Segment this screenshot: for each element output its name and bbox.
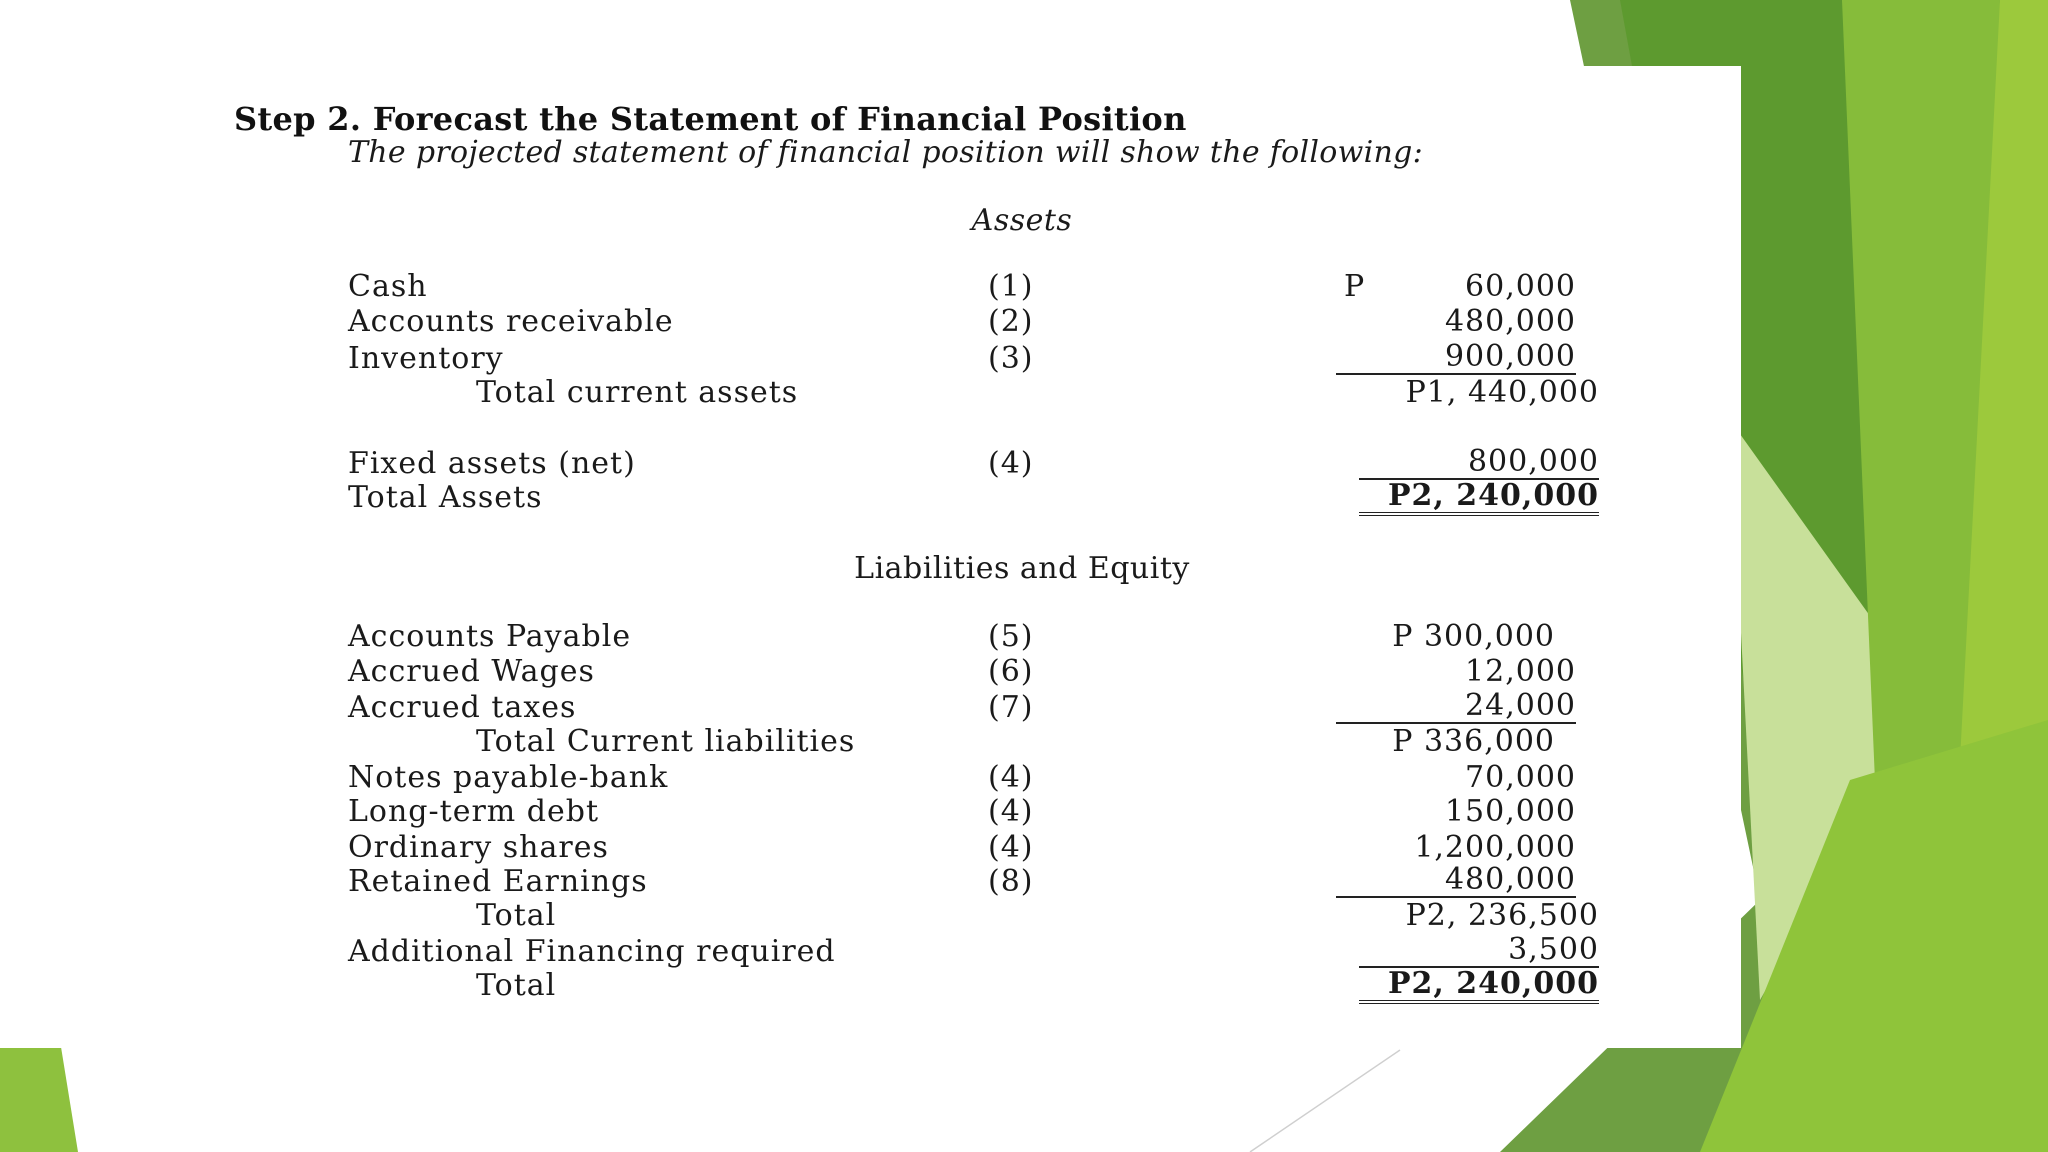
row-ref: (4) bbox=[988, 446, 1034, 481]
document-subtitle: The projected statement of financial position will show the following: bbox=[348, 135, 1424, 170]
asset-row bbox=[0, 341, 1741, 377]
row-amount: 3,500 bbox=[1359, 934, 1599, 968]
row-amount bbox=[1336, 269, 1576, 304]
row-label: Notes payable-bank bbox=[348, 760, 669, 795]
liability-row bbox=[0, 690, 1741, 726]
row-label: Accrued Wages bbox=[348, 654, 595, 689]
assets-heading: Assets bbox=[971, 203, 1073, 238]
row-label: Long-term debt bbox=[348, 794, 599, 829]
row-label: Total Assets bbox=[348, 480, 543, 515]
row-amount: P2, 240,000 bbox=[1359, 480, 1599, 516]
row-label: Total Current liabilities bbox=[476, 724, 856, 759]
thin-line bbox=[1250, 1050, 1400, 1152]
row-amount: P2, 240,000 bbox=[1359, 968, 1599, 1004]
row-amount: 24,000 bbox=[1336, 690, 1576, 724]
row-ref: (6) bbox=[988, 654, 1034, 689]
liability-row bbox=[0, 619, 1741, 655]
liability-subtotal-row bbox=[0, 724, 1741, 760]
liability-row bbox=[0, 830, 1741, 866]
peso-prefix: P bbox=[1344, 269, 1366, 304]
row-amount: P1, 440,000 bbox=[1405, 375, 1599, 410]
row-amount: 480,000 bbox=[1336, 864, 1576, 898]
asset-row bbox=[0, 446, 1741, 482]
liability-row bbox=[0, 934, 1741, 970]
row-ref: (4) bbox=[988, 794, 1034, 829]
row-ref: (3) bbox=[988, 341, 1034, 376]
document-image bbox=[0, 66, 1741, 1048]
liability-row bbox=[0, 864, 1741, 900]
row-amount: P 300,000 bbox=[1392, 619, 1555, 654]
liability-subtotal-row bbox=[0, 898, 1741, 934]
row-ref: (4) bbox=[988, 760, 1034, 795]
liability-row bbox=[0, 760, 1741, 796]
row-label: Fixed assets (net) bbox=[348, 446, 636, 481]
row-ref: (7) bbox=[988, 690, 1034, 725]
liability-row bbox=[0, 794, 1741, 830]
document-title: Step 2. Forecast the Statement of Financial Position bbox=[234, 100, 1187, 138]
row-amount: 800,000 bbox=[1359, 446, 1599, 480]
liabilities-heading: Liabilities and Equity bbox=[854, 551, 1190, 586]
row-label: Inventory bbox=[348, 341, 504, 376]
row-label: Accounts Payable bbox=[348, 619, 632, 654]
row-label: Ordinary shares bbox=[348, 830, 609, 865]
row-label: Total bbox=[476, 898, 557, 933]
row-ref: (4) bbox=[988, 830, 1034, 865]
liability-total-row bbox=[0, 968, 1741, 1004]
row-amount: 12,000 bbox=[1465, 654, 1576, 689]
asset-row bbox=[0, 269, 1741, 305]
asset-row bbox=[0, 304, 1741, 340]
row-amount: P 336,000 bbox=[1392, 724, 1555, 759]
amount-value: 60,000 bbox=[1465, 269, 1576, 304]
row-amount: 1,200,000 bbox=[1414, 830, 1576, 865]
asset-total-row bbox=[0, 480, 1741, 516]
row-label: Accounts receivable bbox=[348, 304, 674, 339]
row-label: Total bbox=[476, 968, 557, 1003]
asset-subtotal-row bbox=[0, 375, 1741, 411]
row-label: Retained Earnings bbox=[348, 864, 648, 899]
row-amount: P2, 236,500 bbox=[1405, 898, 1599, 933]
row-label: Accrued taxes bbox=[348, 690, 577, 725]
row-amount: 150,000 bbox=[1444, 794, 1576, 829]
row-ref: (2) bbox=[988, 304, 1034, 339]
row-ref: (1) bbox=[988, 269, 1034, 304]
row-amount: 900,000 bbox=[1336, 341, 1576, 375]
liability-row bbox=[0, 654, 1741, 690]
row-amount: 70,000 bbox=[1465, 760, 1576, 795]
row-label: Additional Financing required bbox=[348, 934, 836, 969]
row-label: Total current assets bbox=[476, 375, 799, 410]
row-ref: (5) bbox=[988, 619, 1034, 654]
row-label: Cash bbox=[348, 269, 428, 304]
row-amount: 480,000 bbox=[1444, 304, 1576, 339]
row-ref: (8) bbox=[988, 864, 1034, 899]
